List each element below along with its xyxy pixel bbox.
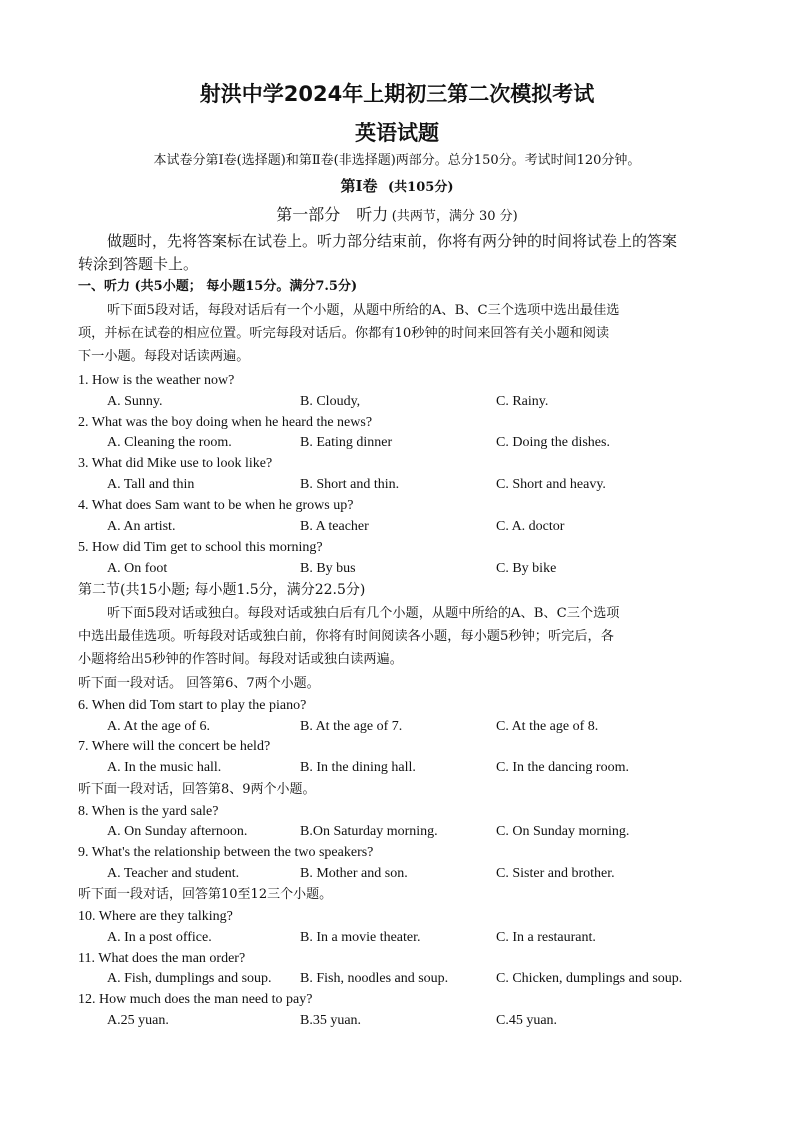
q11-option-a: A. Fish, dumplings and soup. xyxy=(107,971,272,986)
part-heading xyxy=(0,206,794,226)
q5-option-b: B. By bus xyxy=(300,561,356,576)
q2-option-a: A. Cleaning the room. xyxy=(107,435,232,450)
question-1: 1. How is the weather now? xyxy=(78,373,235,388)
part-label: 第一部分 听力 xyxy=(276,205,389,224)
q11-option-c: C. Chicken, dumplings and soup. xyxy=(496,971,683,986)
question-10: 10. Where are they talking? xyxy=(78,909,233,924)
q6-option-b: B. At the age of 7. xyxy=(300,719,403,734)
q4-option-c: C. A. doctor xyxy=(496,519,565,534)
section1-desc-1: 听下面5段对话，每段对话后有一个小题，从题中所给的A、B、C三个选项中选出最佳选 xyxy=(107,303,620,318)
section2-desc-2: 中选出最佳选项。听每段对话或独白前，你将有时间阅读各小题，每小题5秒钟；听完后，各 xyxy=(78,629,614,644)
q12-option-a: A.25 yuan. xyxy=(107,1013,169,1028)
q4-option-a: A. An artist. xyxy=(107,519,176,534)
dialogue-note-1: 听下面一段对话。 回答第6、7两个小题。 xyxy=(78,676,320,691)
section2-desc-3: 小题将给出5秒钟的作答时间。每段对话或独白读两遍。 xyxy=(78,652,403,667)
q8-option-b: B.On Saturday morning. xyxy=(300,824,438,839)
q3-option-b: B. Short and thin. xyxy=(300,477,400,492)
question-11: 11. What does the man order? xyxy=(78,951,246,966)
q2-option-c: C. Doing the dishes. xyxy=(496,435,610,450)
section1-desc-2: 项，并标在试卷的相应位置。听完每段对话后。你都有10秒钟的时间来回答有关小题和阅读 xyxy=(78,326,610,341)
q11-option-b: B. Fish, noodles and soup. xyxy=(300,971,449,986)
q7-option-c: C. In the dancing room. xyxy=(496,760,629,775)
question-9: 9. What's the relationship between the two speakers? xyxy=(78,845,374,860)
dialogue-note-3: 听下面一段对话，回答第10至12三个小题。 xyxy=(78,887,333,902)
q12-option-b: B.35 yuan. xyxy=(300,1013,362,1028)
q8-option-a: A. On Sunday afternoon. xyxy=(107,824,248,839)
volume-heading xyxy=(0,177,794,197)
q4-option-b: B. A teacher xyxy=(300,519,369,534)
section2-desc-1: 听下面5段对话或独白。每段对话或独白后有几个小题，从题中所给的A、B、C三个选项 xyxy=(107,606,620,621)
section1-heading: 一、听力 (共5小题； 每小题15分。满分7.5分) xyxy=(78,279,358,294)
question-4: 4. What does Sam want to be when he grows up? xyxy=(78,498,354,513)
dialogue-note-2: 听下面一段对话，回答第8、9两个小题。 xyxy=(78,782,316,797)
question-8: 8. When is the yard sale? xyxy=(78,804,219,819)
question-12: 12. How much does the man need to pay? xyxy=(78,992,313,1007)
q5-option-a: A. On foot xyxy=(107,561,168,576)
q10-option-c: C. In a restaurant. xyxy=(496,930,596,945)
q1-option-c: C. Rainy. xyxy=(496,394,549,409)
q7-option-a: A. In the music hall. xyxy=(107,760,222,775)
q2-option-b: B. Eating dinner xyxy=(300,435,393,450)
question-5: 5. How did Tim get to school this morning? xyxy=(78,540,323,555)
q3-option-c: C. Short and heavy. xyxy=(496,477,606,492)
question-6: 6. When did Tom start to play the piano? xyxy=(78,698,307,713)
q9-option-a: A. Teacher and student. xyxy=(107,866,240,881)
q7-option-b: B. In the dining hall. xyxy=(300,760,416,775)
q12-option-c: C.45 yuan. xyxy=(496,1013,558,1028)
q5-option-c: C. By bike xyxy=(496,561,557,576)
instructions-line-1: 做题时，先将答案标在试卷上。听力部分结束前，你将有两分钟的时间将试卷上的答案 xyxy=(107,232,678,250)
q10-option-a: A. In a post office. xyxy=(107,930,212,945)
exam-intro: 本试卷分第Ⅰ卷(选择题)和第Ⅱ卷(非选择题)两部分。总分150分。考试时间120分钟。 xyxy=(153,153,641,168)
section2-heading: 第二节(共15小题; 每小题1.5分，满分22.5分) xyxy=(78,582,366,598)
exam-title: 射洪中学2024年上期初三第二次模拟考试 xyxy=(199,82,595,106)
q10-option-b: B. In a movie theater. xyxy=(300,930,421,945)
exam-subtitle: 英语试题 xyxy=(355,121,439,145)
question-2: 2. What was the boy doing when he heard the news? xyxy=(78,415,373,430)
q3-option-a: A. Tall and thin xyxy=(107,477,195,492)
q1-option-b: B. Cloudy, xyxy=(300,394,361,409)
q1-option-a: A. Sunny. xyxy=(107,394,163,409)
question-7: 7. Where will the concert be held? xyxy=(78,739,271,754)
part-note: (共两节，满分 30 分) xyxy=(391,209,518,224)
volume-label: 第Ⅰ卷 xyxy=(340,177,378,195)
question-3: 3. What did Mike use to look like? xyxy=(78,456,273,471)
q9-option-c: C. Sister and brother. xyxy=(496,866,615,881)
volume-score: (共105分) xyxy=(388,180,454,195)
instructions-line-2: 转涂到答题卡上。 xyxy=(78,255,199,273)
q9-option-b: B. Mother and son. xyxy=(300,866,408,881)
section1-desc-3: 下一小题。每段对话读两遍。 xyxy=(78,349,250,364)
q6-option-c: C. At the age of 8. xyxy=(496,719,599,734)
q6-option-a: A. At the age of 6. xyxy=(107,719,211,734)
q8-option-c: C. On Sunday morning. xyxy=(496,824,630,839)
